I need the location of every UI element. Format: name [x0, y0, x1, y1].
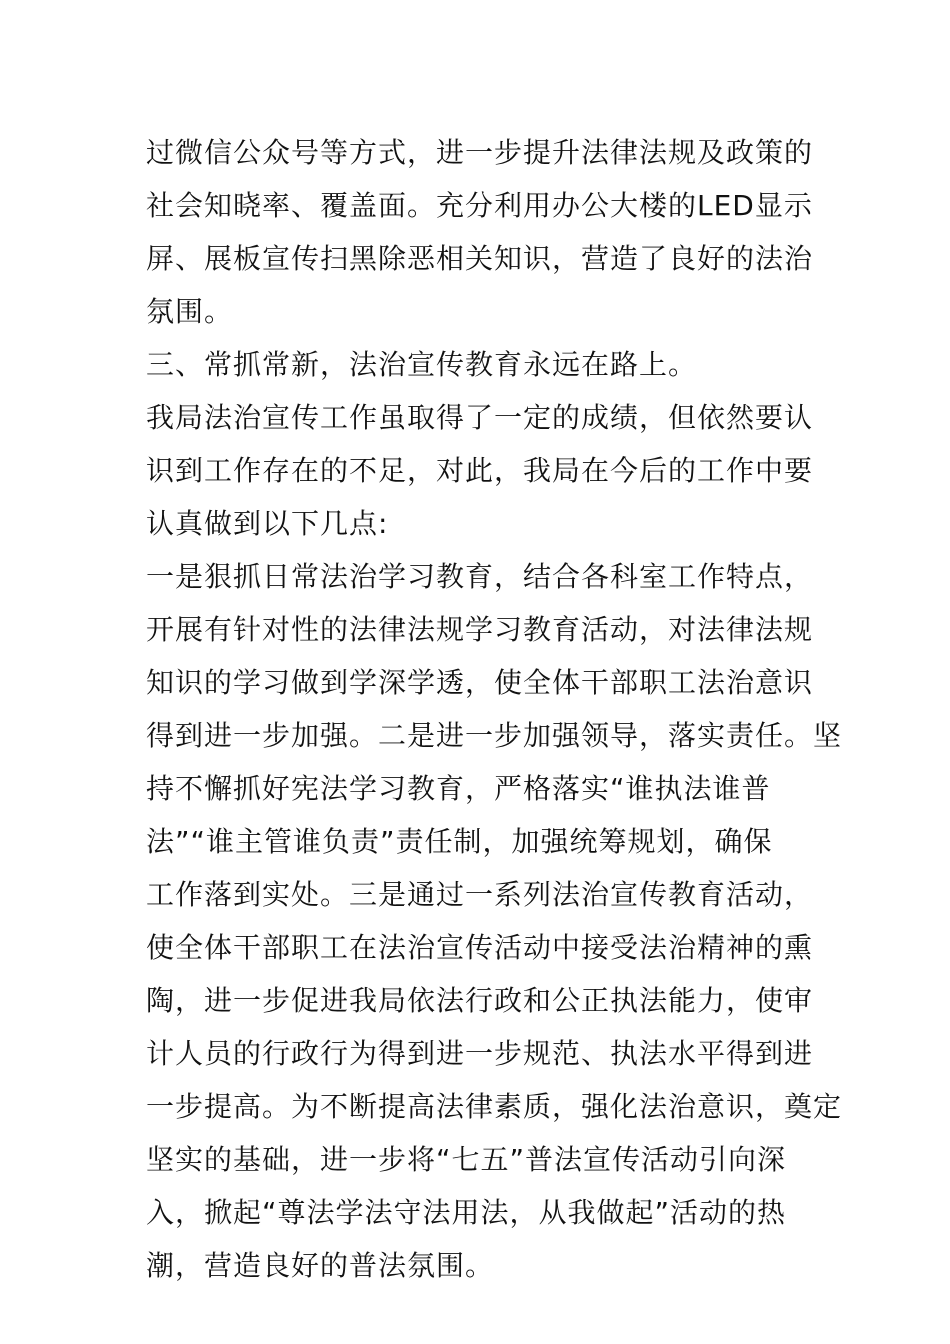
text-line: 一是狠抓日常法治学习教育，结合各科室工作特点， [146, 560, 814, 593]
text-line: 陶，进一步促进我局依法行政和公正执法能力，使审 [146, 984, 814, 1017]
text-line: 计人员的行政行为得到进一步规范、执法水平得到进 [146, 1037, 814, 1070]
text-line: 识到工作存在的不足，对此，我局在今后的工作中要 [146, 454, 814, 487]
text-line: 一步提高。为不断提高法律素质，强化法治意识，奠定 [146, 1090, 843, 1123]
text-line: 社会知晓率、覆盖面。充分利用办公大楼的LED显示 [146, 189, 813, 222]
section-heading: 三、常抓常新，法治宣传教育永远在路上。 [146, 348, 698, 381]
text-line: 我局法治宣传工作虽取得了一定的成绩，但依然要认 [146, 401, 814, 434]
text-line: 坚实的基础，进一步将“七五”普法宣传活动引向深 [146, 1143, 787, 1176]
text-line: 屏、展板宣传扫黑除恶相关知识，营造了良好的法治 [146, 242, 814, 275]
text-line: 法”“谁主管谁负责”责任制，加强统筹规划，确保 [146, 825, 773, 858]
text-line: 得到进一步加强。二是进一步加强领导，落实责任。坚 [146, 719, 843, 752]
text-line: 持不懈抓好宪法学习教育，严格落实“谁执法谁普 [146, 772, 771, 805]
text-line: 过微信公众号等方式，进一步提升法律法规及政策的 [146, 136, 814, 169]
text-line: 开展有针对性的法律法规学习教育活动，对法律法规 [146, 613, 814, 646]
text-line: 工作落到实处。三是通过一系列法治宣传教育活动， [146, 878, 814, 911]
text-line: 使全体干部职工在法治宣传活动中接受法治精神的熏 [146, 931, 814, 964]
document-body [146, 126, 843, 1292]
text-line: 氛围。 [146, 295, 234, 328]
text-line: 认真做到以下几点: [146, 507, 389, 540]
text-line: 潮，营造良好的普法氛围。 [146, 1249, 495, 1282]
text-line: 入，掀起“尊法学法守法用法，从我做起”活动的热 [146, 1196, 787, 1229]
text-line: 知识的学习做到学深学透，使全体干部职工法治意识 [146, 666, 814, 699]
